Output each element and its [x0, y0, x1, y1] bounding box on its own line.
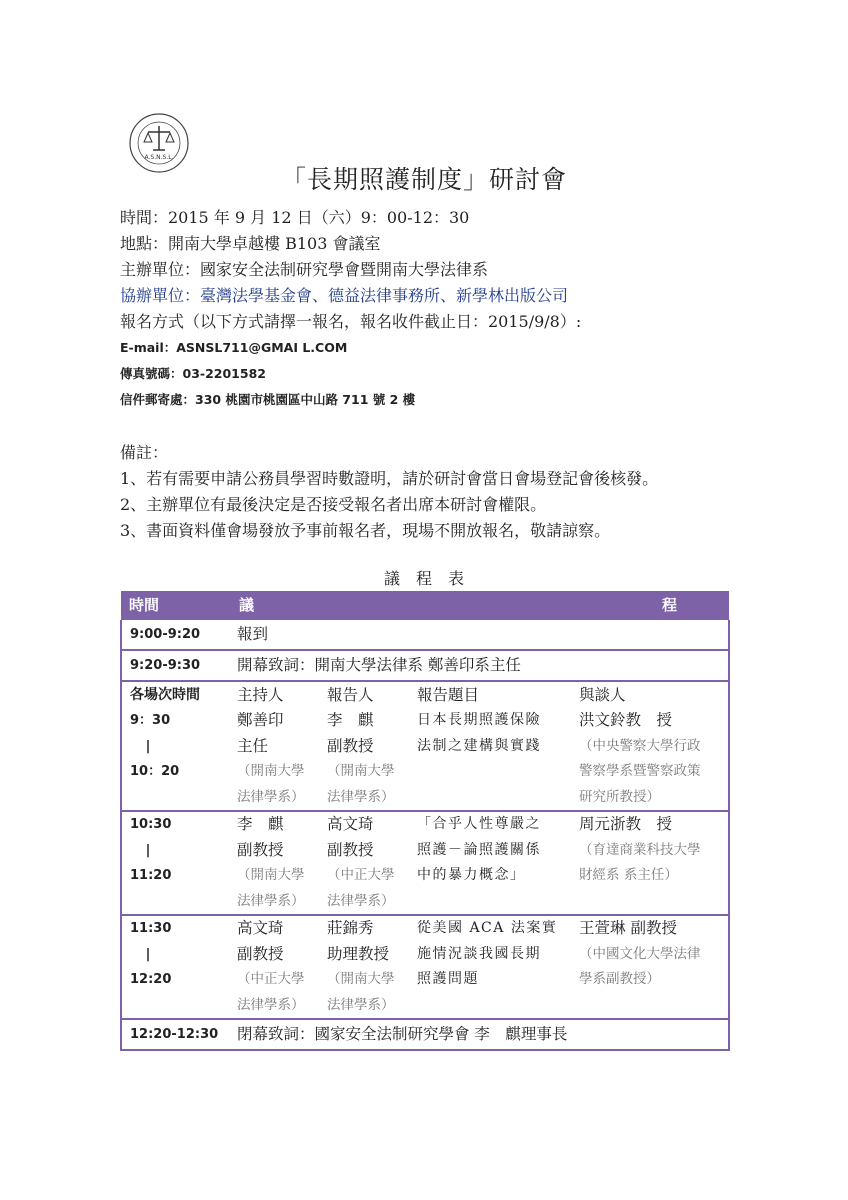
- agenda-session-row: [121, 915, 729, 1019]
- row-time: 9:20-9:30: [121, 650, 229, 681]
- registration-email: E-mail：ASNSL711@GMAI L.COM: [120, 340, 348, 355]
- note-item: 1、若有需要申請公務員學習時數證明，請於研討會當日會場登記會後核發。: [120, 469, 659, 488]
- session-time: 9：30 | 10：20: [121, 708, 229, 811]
- row-time: 9:00-9:20: [121, 620, 229, 650]
- event-info: [120, 205, 760, 413]
- session-host: 鄭善印 主任 （開南大學 法律學系）: [229, 708, 319, 811]
- event-venue: 地點：開南大學卓越樓 B103 會議室: [120, 234, 381, 253]
- agenda-row-opening: [121, 650, 729, 681]
- agenda-title: 議程表: [383, 569, 480, 588]
- logo-text: A.S.N.S.L.: [144, 154, 174, 161]
- registration-method: 報名方式（以下方式請擇一報名，報名收件截止日：2015/9/8）:: [120, 312, 582, 331]
- session-time: 10:30 | 11:20: [121, 811, 229, 915]
- session-topic: 「合乎人性尊嚴之 照護－論照護關係 中的暴力概念」: [409, 811, 571, 915]
- subheader-time: 各場次時間: [121, 681, 229, 708]
- session-speaker: 莊錦秀 助理教授 （開南大學 法律學系）: [319, 915, 409, 1019]
- session-discussant: 王萱琳 副教授 （中國文化大學法律 學系副教授）: [571, 915, 729, 1019]
- agenda-row-closing: [121, 1019, 729, 1050]
- session-speaker: 李 麒 副教授 （開南大學 法律學系）: [319, 708, 409, 811]
- agenda-header-row: [121, 591, 729, 620]
- event-cohost: 協辦單位：臺灣法學基金會、德益法律事務所、新學林出版公司: [120, 286, 569, 305]
- event-time: 時間：2015 年 9 月 12 日（六）9：00-12：30: [120, 208, 470, 227]
- session-discussant: 周元浙教 授 （育達商業科技大學 財經系 系主任）: [571, 811, 729, 915]
- session-host: 高文琦 副教授 （中正大學 法律學系）: [229, 915, 319, 1019]
- agenda-session-row: [121, 708, 729, 811]
- agenda-row-registration: [121, 620, 729, 650]
- header-agenda-left: 議: [229, 591, 571, 620]
- notes-heading: 備註：: [120, 443, 169, 462]
- row-time: 12:20-12:30: [121, 1019, 229, 1050]
- note-item: 2、主辦單位有最後決定是否接受報名者出席本研討會權限。: [120, 495, 547, 514]
- header-agenda-right: 程: [571, 591, 729, 620]
- row-text: 閉幕致詞：國家安全法制研究學會 李 麒理事長: [229, 1019, 729, 1050]
- page-title: 「長期照護制度」研討會: [280, 165, 567, 194]
- agenda-session-row: [121, 811, 729, 915]
- note-item: 3、書面資料僅會場發放予事前報名者，現場不開放報名，敬請諒察。: [120, 521, 611, 540]
- session-discussant: 洪文鈴教 授 （中央警察大學行政 警察學系暨警察政策 研究所教授）: [571, 708, 729, 811]
- subheader-topic: 報告題目: [417, 686, 480, 704]
- subheader-discussant: 與談人: [571, 681, 729, 708]
- session-topic: 從美國 ACA 法案實 施情況談我國長期 照護問題: [409, 915, 571, 1019]
- registration-fax: 傳真號碼：03-2201582: [120, 366, 266, 381]
- row-text: 開幕致詞：開南大學法律系 鄭善印系主任: [229, 650, 729, 681]
- agenda-subheader-row: [121, 681, 729, 708]
- subheader-host: 主持人: [237, 686, 284, 704]
- agenda-table: [120, 591, 730, 1051]
- registration-mail: 信件郵寄處：330 桃園市桃園區中山路 711 號 2 樓: [120, 392, 416, 407]
- event-host: 主辦單位：國家安全法制研究學會暨開南大學法律系: [120, 260, 489, 279]
- session-topic: 日本長期照護保險 法制之建構與實踐: [409, 708, 571, 811]
- session-time: 11:30 | 12:20: [121, 915, 229, 1019]
- session-host: 李 麒 副教授 （開南大學 法律學系）: [229, 811, 319, 915]
- notes-section: [120, 440, 760, 544]
- session-speaker: 高文琦 副教授 （中正大學 法律學系）: [319, 811, 409, 915]
- subheader-speaker: 報告人: [327, 686, 374, 704]
- header-time: 時間: [121, 591, 229, 620]
- row-text: 報到: [229, 620, 729, 650]
